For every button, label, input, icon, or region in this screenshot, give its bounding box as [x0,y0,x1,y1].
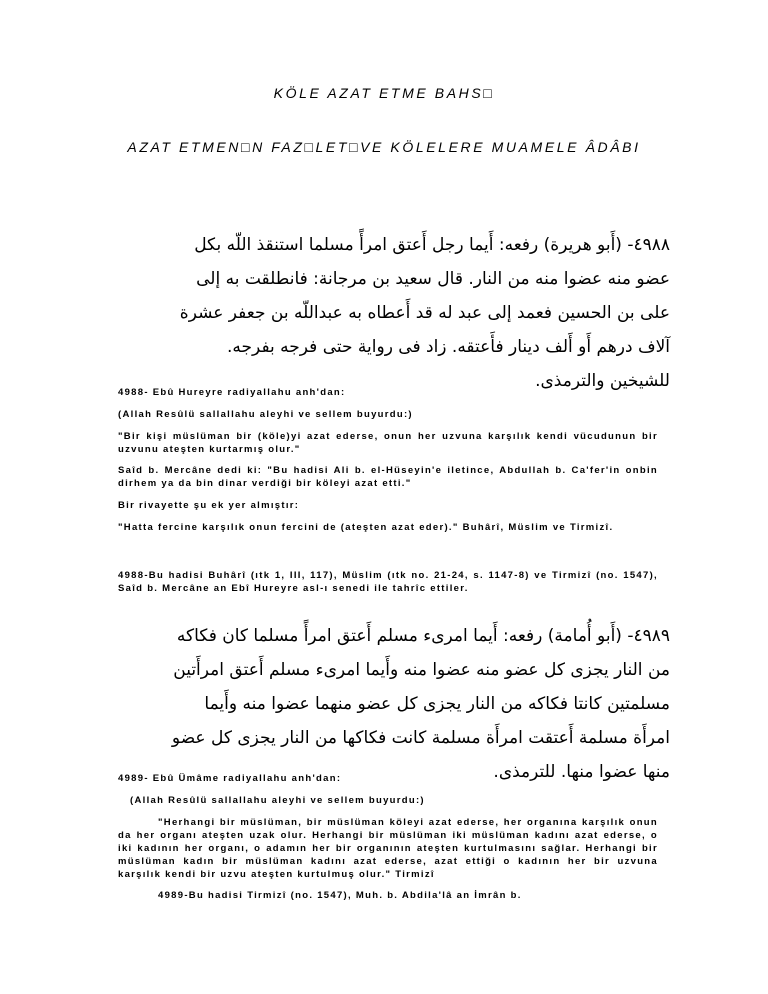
arabic-line: للشيخين والترمذى. [535,371,670,391]
source-note-4989: 4989-Bu hadisi Tirmizî (no. 1547), Muh. b. Abdila'lâ an İmrân b. [158,890,522,901]
arabic-line: آلاف درهم أَو أَلف دينار فأَعتقه. زاد فى رواية حتى فرجه بفرجه. [227,337,670,357]
translation-4988 [118,386,658,534]
hadith-heading: 4989- Ebû Ümâme radiyallahu anh'dan: [118,773,342,784]
hadith-text: Saîd b. Mercâne dedi ki: "Bu hadisi Ali b. el-Hüseyin'e iletince, Abdullah b. Ca'fer'in onbin dirhem ya da bin dinar verdiği bir köleyi azat etti." [118,465,658,489]
arabic-line: منها عضوا منها. للترمذى. [493,762,670,782]
arabic-text-4988 [110,228,670,398]
translation-4989 [118,772,658,902]
source-note-4988: 4988-Bu hadisi Buhârî (ıtk 1, III, 117), Müslim (ıtk no. 21-24, s. 1147-8) ve Tirmizî (no. 1547), Saîd b. Mercâne an Ebî Hureyre asl-ı senedi ile tahrîc ettiler. [118,570,658,594]
hadith-text: "Bir kişi müslüman bir (köle)yi azat ederse, onun her uzvuna karşılık kendi vücudunun bir uzvunu ateşten kurtarmış olur." [118,431,658,455]
arabic-line: ٤٩٨٨- (أَبو هريرة) رفعه: أَيما رجل أَعتق امرأً مسلما استنقذ اللّه بكل [194,235,670,255]
arabic-line: ٤٩٨٩- (أَبو أُمامة) رفعه: أَيما امرىء مسلم أَعتق امرأً مسلما كان فكاكه [176,626,670,646]
hadith-intro: (Allah Resûlü sallallahu aleyhi ve sellem buyurdu:) [118,409,413,420]
arabic-text-4989 [110,619,670,789]
hadith-text: "Hatta fercine karşılık onun fercini de (ateşten azat eder)." Buhârî, Müslim ve Tirmizî. [118,522,614,533]
section-title: AZAT ETMEN□N FAZ□LET□VE KÖLELERE MUAMELE ÂDÂBI [127,139,641,155]
arabic-line: على بن الحسين فعمد إلى عبد له قد أَعطاه به عبداللّه بن جعفر عشرة [179,303,670,323]
arabic-line: عضو منه عضوا منه من النار. قال سعيد بن مرجانة: فانطلقت به إلى [196,269,670,289]
hadith-intro: (Allah Resûlü sallallahu aleyhi ve sellem buyurdu:) [130,795,425,806]
hadith-text: "Herhangi bir müslüman, bir müslüman köleyi azat ederse, her organına karşılık onun da her organı ateşten uzak olur. Herhangi bir müslüman iki müslüman kadını azat ederse, o iki kadının her organı, o adamın her bir organının ateşten kurtulmasını sağlar. Herhangi bir müslüman kadın bir müslüman kadını azat ederse, azat ettiği o kadının her bir uzvuna karşılık kendi bir uzvu ateşten kurtulmuş olur." Tirmizî [118,817,658,880]
chapter-title: KÖLE AZAT ETME BAHS□ [273,85,495,101]
arabic-line: امرأَة مسلمة أَعتقت امرأَة مسلمة كانت فكاكها من النار يجزى كل عضو [171,728,670,748]
hadith-text: Bir rivayette şu ek yer almıştır: [118,500,300,511]
arabic-line: من النار يجزى كل عضو منه عضوا منه وأَيما امرىء مسلم أَعتق امرأَتين [173,660,670,680]
hadith-heading: 4988- Ebû Hureyre radiyallahu anh'dan: [118,387,346,398]
arabic-line: مسلمتين كانتا فكاكه من النار يجزى كل عضو منهما عضوا منه وأَيما [204,694,670,714]
